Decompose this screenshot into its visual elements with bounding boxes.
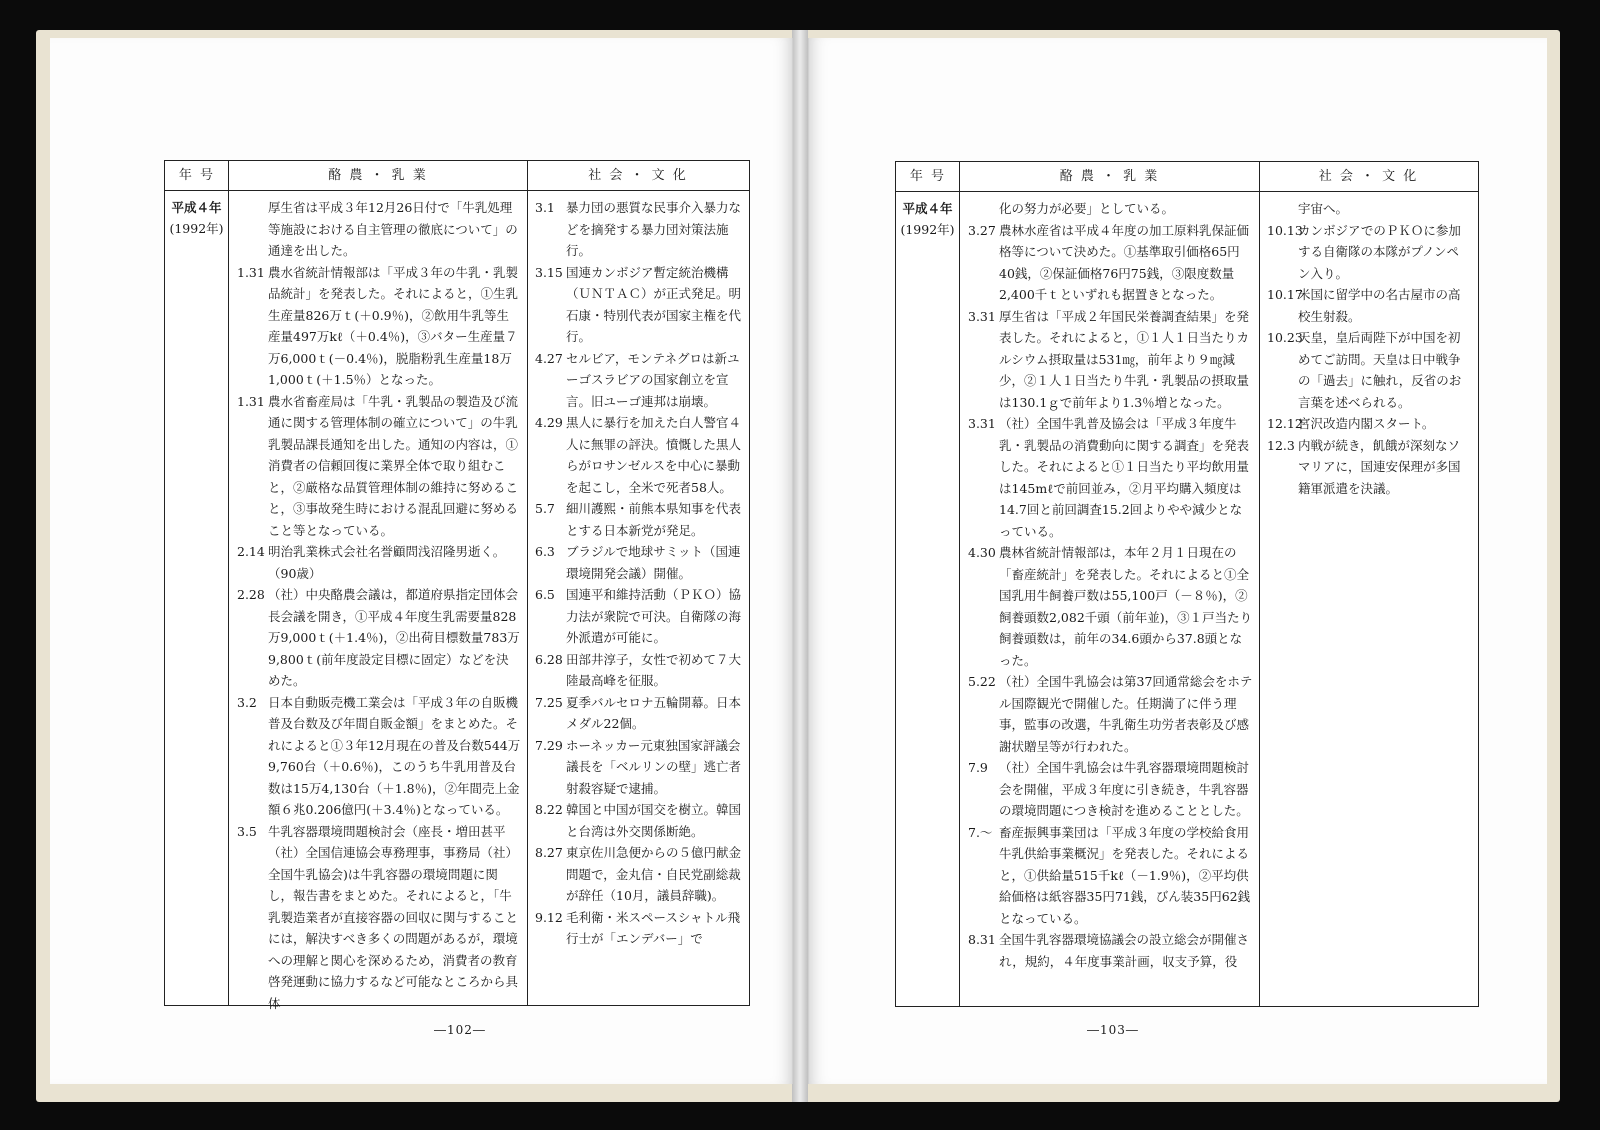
- era-year: 平成４年: [902, 201, 953, 216]
- table-header: [165, 161, 749, 191]
- entry-text: 細川護熙・前熊本県知事を代表とする日本新党が発足。: [566, 501, 742, 538]
- entry-date: 3.2: [237, 694, 257, 710]
- entry-date: 7.25: [535, 694, 563, 710]
- entry-date: 3.5: [237, 823, 257, 839]
- entry-text: ブラジルで地球サミット（国連環境開発会議）開催。: [566, 544, 741, 581]
- entry-text: 畜産振興事業団は「平成３年度の学校給食用牛乳供給事業概況」を発表した。それによると，①供給量515千kℓ（－1.9％)，②平均供給価格は紙容器35円71銭，びん装35円62銭となっている。: [999, 824, 1251, 926]
- header-year: 年 号: [178, 168, 216, 183]
- entry-date: 8.22: [535, 802, 563, 817]
- entry-date: 10.17: [1267, 287, 1303, 302]
- column-divider: [228, 161, 229, 1005]
- entry-text: 化の努力が必要」としている。: [999, 201, 1175, 216]
- list-item: [237, 541, 521, 584]
- entry-date: 4.30: [968, 545, 996, 560]
- entry-text: 米国に留学中の名古屋市の高校生射殺。: [1298, 287, 1461, 324]
- header-society: 社 会 ・ 文 化: [588, 168, 688, 183]
- entry-text: 牛乳容器環境問題検討会（座長・増田甚平（社）全国信連協会専務理事，事務局（社）全国牛乳協会)は牛乳容器の環境問題に関し，報告書をまとめた。それによると，「牛乳製造業者が直接容器の回収に関与することには，解決すべき多くの問題があるが，環境への理解と関心を深めるため，消費者の教育啓発運動に協力するなど可能なところから具体: [268, 823, 519, 1011]
- entry-date: 8.27: [535, 845, 563, 860]
- entry-text: 国連平和維持活動（ＰＫＯ）協力法が衆院で可決。自衛隊の海外派遣が可能に。: [566, 587, 742, 645]
- entry-text: 厚生省は「平成２年国民栄養調査結果」を発表した。それによると，①１人１日当たりカルシウム摂取量は531㎎，前年より９㎎減少，②１人１日当たり牛乳・乳製品の摂取量は130.1ｇで前年より1.3％増となった。: [999, 308, 1250, 410]
- entry-text: ホーネッカー元東独国家評議会議長を「ベルリンの壁」逃亡者射殺容疑で逮捕。: [566, 737, 742, 796]
- list-item: [968, 198, 1254, 220]
- entry-text: 農林省統計情報部は，本年２月１日現在の「畜産統計」を発表した。それによると①全国乳用牛飼養戸数は55,100戸（－８％)，②飼養頭数2,082千頭（前年並)，③１戸当たり飼養頭数は，前年の34.6頭から37.8頭となった。: [999, 545, 1253, 668]
- entry-text: 田部井淳子，女性で初めて７大陸最高峰を征服。: [566, 651, 742, 688]
- list-item: [535, 412, 741, 498]
- list-item: [968, 929, 1254, 972]
- entry-text: （社）全国牛乳普及協会は「平成３年度牛乳・乳製品の消費動向に関する調査」を発表した。それによると①１日当たり平均飲用量は145mℓで前回並み，②月平均購入頻度は14.7回と前回調査15.2回よりやや減少となっている。: [999, 416, 1250, 539]
- page-number: ―103―: [1087, 1023, 1139, 1037]
- entry-date: 1.31: [237, 393, 265, 409]
- list-item: [237, 821, 521, 1015]
- list-item: [1267, 198, 1471, 220]
- table-header: [896, 162, 1478, 192]
- entry-text: 厚生省は平成３年12月26日付で「牛乳処理等施設における自主管理の徹底について」の通達を出した。: [268, 200, 518, 258]
- entry-date: 12.12: [1267, 416, 1303, 431]
- entry-date: 5.7: [535, 501, 555, 516]
- entry-date: 6.3: [535, 544, 555, 559]
- dairy-column: [237, 197, 521, 1014]
- list-item: [535, 842, 741, 907]
- entry-date: 7.29: [535, 737, 563, 753]
- list-item: [237, 584, 521, 692]
- entry-text: 日本自動販売機工業会は「平成３年の自販機普及台数及び年間自販金額」をまとめた。それによると①３年12月現在の普及台数544万9,760台（＋0.6％)，このうち牛乳用普及台数は15万4,130台（＋1.8％)，②年間売上金額６兆0.206億円(＋3.4％)となっている。: [268, 694, 521, 817]
- entry-date: 10.13: [1267, 222, 1303, 238]
- entry-text: 内戦が続き，飢餓が深刻なソマリアに，国連安保理が多国籍軍派遣を決議。: [1298, 437, 1461, 496]
- list-item: [968, 822, 1254, 930]
- entry-date: 2.28: [237, 587, 265, 602]
- entry-date: 6.5: [535, 587, 555, 602]
- society-column: [1267, 198, 1471, 499]
- entry-date: 3.31: [968, 308, 996, 324]
- list-item: [237, 262, 521, 391]
- entry-date: 6.28: [535, 651, 563, 667]
- entry-text: 天皇，皇后両陛下が中国を初めてご訪問。天皇は日中戦争の「過去」に触れ，反省のお言葉を述べられる。: [1298, 330, 1462, 410]
- list-item: [1267, 435, 1471, 500]
- header-dairy: 酪 農 ・ 乳 業: [1059, 169, 1160, 184]
- entry-text: （社）中央酪農会議は，都道府県指定団体会長会議を開き，①平成４年度生乳需要量828万9,000ｔ(＋1.4％)，②出荷目標数量783万9,800ｔ(前年度設定目標に固定）などを決めた。: [268, 587, 520, 688]
- list-item: [968, 306, 1254, 414]
- column-divider: [1259, 162, 1260, 1006]
- list-item: [535, 584, 741, 649]
- entry-date: 2.14: [237, 544, 265, 559]
- entry-date: 10.23: [1267, 330, 1303, 345]
- list-item: [968, 413, 1254, 542]
- page-number: ―102―: [434, 1023, 486, 1037]
- list-item: [237, 391, 521, 542]
- entry-text: 宇宙へ。: [1298, 201, 1349, 216]
- entry-date: 3.15: [535, 264, 563, 280]
- entry-text: 農水省畜産局は「牛乳・乳製品の製造及び流通に関する管理体制の確立について」の牛乳乳製品課長通知を出した。通知の内容は，①消費者の信頼回復に業界全体で取り組むこと，②厳格な品質管理体制の維持に努めること，③事故発生時における混乱回避に努めること等となっている。: [268, 393, 519, 538]
- entry-date: 9.12: [535, 909, 563, 925]
- list-item: [968, 757, 1254, 822]
- left-page: [50, 38, 793, 1084]
- open-book: [36, 30, 1560, 1102]
- entry-text: 国連カンボジア暫定統治機構（ＵＮＴＡＣ）が正式発足。明石康・特別代表が国家主権を代行。: [566, 264, 742, 344]
- chronology-table-right: [895, 161, 1479, 1007]
- entry-text: セルビア，モンテネグロは新ユーゴスラビアの国家創立を宣言。旧ユーゴ連邦は崩壊。: [566, 350, 740, 409]
- entry-text: 韓国と中国が国交を樹立。韓国と台湾は外交関係断絶。: [566, 802, 742, 839]
- book-gutter: [792, 30, 808, 1102]
- era-year: 平成４年: [171, 200, 222, 215]
- list-item: [535, 498, 741, 541]
- list-item: [968, 542, 1254, 671]
- dairy-column: [968, 198, 1254, 972]
- western-year: (1992年): [169, 221, 224, 236]
- entry-date: 5.22: [968, 674, 996, 689]
- list-item: [1267, 413, 1471, 435]
- list-item: [968, 220, 1254, 306]
- entry-text: 黒人に暴行を加えた白人警官４人に無罪の評決。憤慨した黒人らがロサンゼルスを中心に暴動を起こし，全米で死者58人。: [566, 415, 742, 495]
- entry-date: 3.1: [535, 200, 555, 215]
- entry-date: 12.3: [1267, 437, 1295, 453]
- right-page: [808, 38, 1547, 1084]
- list-item: [237, 692, 521, 821]
- entry-text: 農水省統計情報部は「平成３年の牛乳・乳製品統計」を発表した。それによると，①生乳生産量826万ｔ(＋0.9％)，②飲用牛乳等生産量497万kℓ（＋0.4％)，③バター生産量７万6,000ｔ(－0.4％)，脱脂粉乳生産量18万1,000ｔ(＋1.5％）となった。: [268, 264, 519, 387]
- entry-date: 7.～: [968, 824, 993, 840]
- list-item: [1267, 220, 1471, 285]
- list-item: [535, 907, 741, 950]
- list-item: [1267, 327, 1471, 413]
- entry-text: カンボジアでのＰＫＯに参加する自衛隊の本隊がプノンペン入り。: [1298, 222, 1461, 281]
- entry-text: 東京佐川急便からの５億円献金問題で，金丸信・自民党副総裁が辞任（10月，議員辞職)。: [566, 845, 742, 903]
- header-dairy: 酪 農 ・ 乳 業: [328, 168, 428, 183]
- list-item: [535, 262, 741, 348]
- entry-date: 3.27: [968, 222, 996, 238]
- year-cell: [165, 197, 228, 239]
- entry-text: 明治乳業株式会社名誉顧問浅沼隆男逝く。（90歳）: [268, 544, 506, 581]
- list-item: [535, 692, 741, 735]
- entry-date: 1.31: [237, 264, 265, 280]
- entry-date: 8.31: [968, 932, 996, 947]
- list-item: [535, 197, 741, 262]
- entry-text: 毛利衛・米スペースシャトル飛行士が「エンデバー」で: [566, 909, 741, 946]
- entry-text: 暴力団の悪質な民事介入暴力などを摘発する暴力団対策法施行。: [566, 200, 742, 258]
- list-item: [535, 649, 741, 692]
- entry-text: （社）全国牛乳協会は第37回通常総会をホテル国際観光で開催した。任期満了に伴う理事，監事の改選，牛乳衛生功労者表彰及び感謝状贈呈等が行われた。: [999, 674, 1253, 754]
- list-item: [535, 541, 741, 584]
- entry-text: （社）全国牛乳協会は牛乳容器環境問題検討会を開催，平成３年度に引き続き，牛乳容器の環境問題につき検討を進めることとした。: [999, 760, 1250, 818]
- entry-text: 宮沢改造内閣スタート。: [1298, 416, 1435, 431]
- header-society: 社 会 ・ 文 化: [1318, 169, 1419, 184]
- society-column: [535, 197, 741, 950]
- entry-date: 4.29: [535, 415, 563, 430]
- list-item: [237, 197, 521, 262]
- list-item: [968, 671, 1254, 757]
- column-divider: [959, 162, 960, 1006]
- entry-text: 農林水産省は平成４年度の加工原料乳保証価格等について決めた。①基準取引価格65円40銭，②保証価格76円75銭，③限度数量2,400千ｔといずれも据置きとなった。: [999, 222, 1250, 302]
- chronology-table-left: [164, 160, 750, 1011]
- header-year: 年 号: [909, 169, 947, 184]
- list-item: [535, 735, 741, 800]
- entry-text: 全国牛乳容器環境協議会の設立総会が開催され，規約，４年度事業計画，収支予算，役: [999, 932, 1250, 969]
- entry-date: 7.9: [968, 760, 988, 775]
- list-item: [1267, 284, 1471, 327]
- list-item: [535, 348, 741, 413]
- western-year: (1992年): [900, 222, 955, 237]
- list-item: [535, 799, 741, 842]
- year-cell: [896, 198, 959, 240]
- column-divider: [527, 161, 528, 1005]
- entry-text: 夏季バルセロナ五輪開幕。日本メダル22個。: [566, 694, 742, 731]
- entry-date: 3.31: [968, 416, 996, 431]
- entry-date: 4.27: [535, 350, 563, 366]
